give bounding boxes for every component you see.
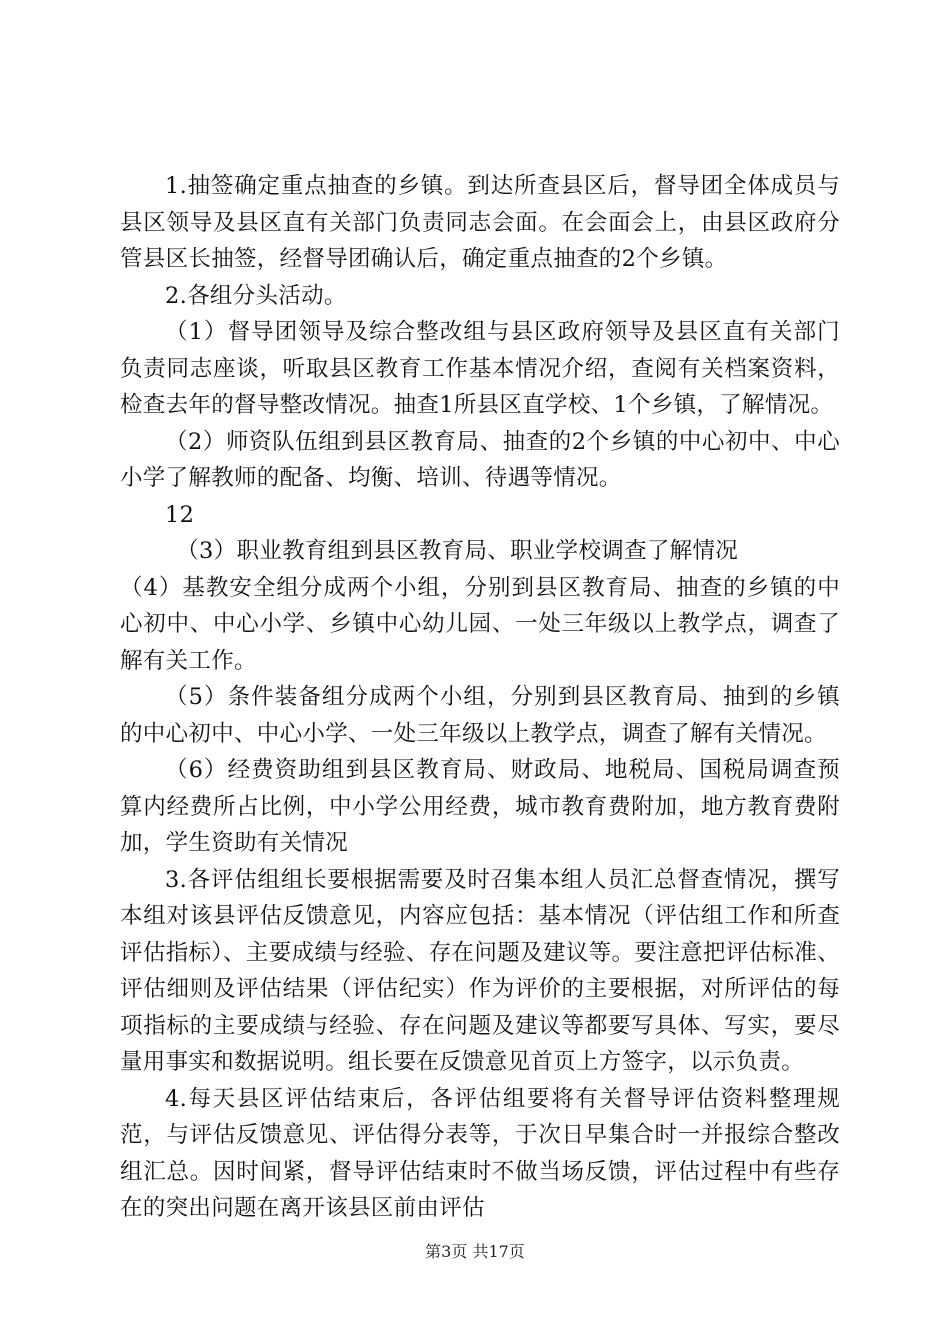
paragraph-5: 12	[165, 501, 195, 528]
paragraph-11: 4.每天县区评估结束后，各评估组要将有关督导评估资料整理规范，与评估反馈意见、评估得分表等，于次日早集合时一并报综合整改组汇总。因时间紧，督导评估结束时不做当场反馈，评估过程中有些存在的突出问题在离开该县区前由评估	[120, 1085, 840, 1221]
paragraph-4: （2）师资队伍组到县区教育局、抽查的2个乡镇的中心初中、中心小学了解教师的配备、均衡、培训、待遇等情况。	[120, 428, 840, 491]
paragraph-8: （5）条件装备组分成两个小组，分别到县区教育局、抽到的乡镇的中心初中、中心小学、一处三年级以上教学点，调查了解有关情况。	[120, 684, 840, 747]
page-number-footer: 第3页 共17页	[425, 1242, 525, 1261]
paragraph-6: （3）职业教育组到县区教育局、职业学校调查了解情况	[176, 538, 739, 564]
paragraph-1: 1.抽签确定重点抽查的乡镇。到达所查县区后，督导团全体成员与县区领导及县区直有关部门负责同志会面。在会面会上，由县区政府分管县区长抽签，经督导团确认后，确定重点抽查的2个乡镇。	[120, 173, 840, 272]
paragraph-9: （6）经费资助组到县区教育局、财政局、地税局、国税局调查预算内经费所占比例，中小学公用经费，城市教育费附加，地方教育费附加，学生资助有关情况	[120, 757, 840, 856]
paragraph-2: 2.各组分头活动。	[165, 282, 347, 309]
document-body	[120, 168, 840, 1227]
paragraph-3: （1）督导团领导及综合整改组与县区政府领导及县区直有关部门负责同志座谈，听取县区教育工作基本情况介绍，查阅有关档案资料，检查去年的督导整改情况。抽查1所县区直学校、1个乡镇，了解情况。	[120, 319, 840, 418]
paragraph-7: （4）基教安全组分成两个小组，分别到县区教育局、抽查的乡镇的中心初中、中心小学、乡镇中心幼儿园、一处三年级以上教学点，调查了解有关工作。	[120, 574, 840, 674]
paragraph-10: 3.各评估组组长要根据需要及时召集本组人员汇总督查情况，撰写本组对该县评估反馈意见，内容应包括：基本情况（评估组工作和所查评估指标）、主要成绩与经验、存在问题及建议等。要注意把评估标准、评估细则及评估结果（评估纪实）作为评价的主要根据，对所评估的每项指标的主要成绩与经验、存在问题及建议等都要写具体、写实，要尽量用事实和数据说明。组长要在反馈意见首页上方签字，以示负责。	[120, 866, 840, 1075]
